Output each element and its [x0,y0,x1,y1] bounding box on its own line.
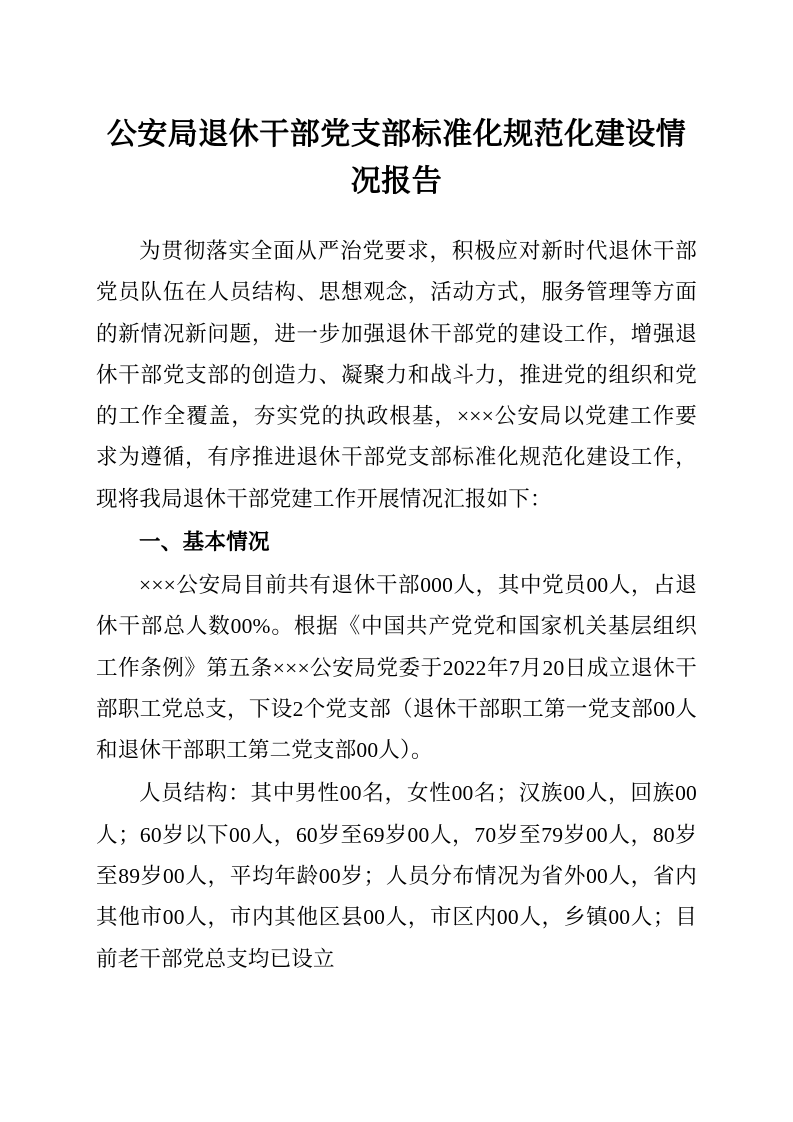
paragraph-intro: 为贯彻落实全面从严治党要求，积极应对新时代退休干部党员队伍在人员结构、思想观念，活动方式，服务管理等方面的新情况新问题，进一步加强退休干部党的建设工作，增强退休干部党支部的创造力、凝聚力和战斗力，推进党的组织和党的工作全覆盖，夯实党的执政根基，×××公安局以党建工作要求为遵循，有序推进退休干部党支部标准化规范化建设工作，现将我局退休干部党建工作开展情况汇报如下： [96,239,697,511]
page-title: 公安局退休干部党支部标准化规范化建设情况报告 [106,117,687,199]
paragraph-basic-situation: ×××公安局目前共有退休干部000人，其中党员00人，占退休干部总人数00%。根据《中国共产党党和国家机关基层组织工作条例》第五条×××公安局党委于2022年7月20日成立退休干部职工党总支，下设2个党支部（退休干部职工第一党支部00人和退休干部职工第二党支部00人）。 [96,573,697,763]
paragraph-personnel-structure: 人员结构：其中男性00名，女性00名；汉族00人，回族00人；60岁以下00人，60岁至69岁00人，70岁至79岁00人，80岁至89岁00人，平均年龄00岁；人员分布情况为省外00人，省内其他市00人，市内其他区县00人，市区内00人，乡镇00人；目前老干部党总支均已设立 [96,781,697,971]
section-heading-basic-situation: 一、基本情况 [139,529,270,555]
